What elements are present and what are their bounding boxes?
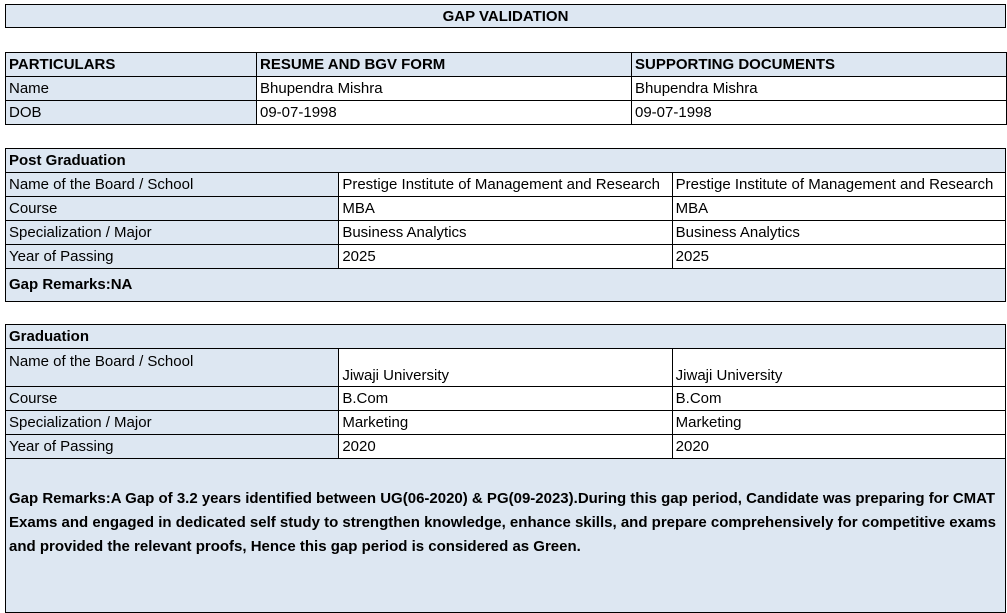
resume-value: Jiwaji University xyxy=(339,349,672,387)
gap-remarks: Gap Remarks:A Gap of 3.2 years identified between UG(06-2020) & PG(09-2023).During this gap period, Candidate was preparing for CMAT Exams and engaged in dedicated self study to strengthen knowledge, enhance skills, and prepare comprehensively for competitive exams and provided the relevant proofs, Hence this gap period is considered as Green. xyxy=(6,459,1006,613)
header-particulars: PARTICULARS xyxy=(6,53,257,77)
docs-value: Marketing xyxy=(672,411,1005,435)
table-row xyxy=(6,435,1006,459)
section-heading-row xyxy=(6,149,1006,173)
table-row xyxy=(6,77,1007,101)
header-docs: SUPPORTING DOCUMENTS xyxy=(632,53,1007,77)
resume-value: MBA xyxy=(339,197,672,221)
personal-table xyxy=(5,52,1007,125)
docs-value: 2020 xyxy=(672,435,1005,459)
docs-value: 09-07-1998 xyxy=(632,101,1007,125)
table-row xyxy=(6,173,1006,197)
resume-value: Prestige Institute of Management and Research xyxy=(339,173,672,197)
resume-value: Business Analytics xyxy=(339,221,672,245)
post-graduation-table xyxy=(5,148,1006,302)
row-label: Course xyxy=(6,197,339,221)
table-row xyxy=(6,387,1006,411)
row-label: Year of Passing xyxy=(6,245,339,269)
row-label: Course xyxy=(6,387,339,411)
graduation-table xyxy=(5,324,1006,613)
table-row xyxy=(6,245,1006,269)
row-label: Year of Passing xyxy=(6,435,339,459)
resume-value: Marketing xyxy=(339,411,672,435)
docs-value: Business Analytics xyxy=(672,221,1005,245)
resume-value: 2025 xyxy=(339,245,672,269)
table-row xyxy=(6,101,1007,125)
resume-value: 09-07-1998 xyxy=(257,101,632,125)
page-title: GAP VALIDATION xyxy=(5,4,1006,28)
docs-value: Jiwaji University xyxy=(672,349,1005,387)
row-label: Specialization / Major xyxy=(6,411,339,435)
table-row xyxy=(6,221,1006,245)
header-row xyxy=(6,53,1007,77)
docs-value: 2025 xyxy=(672,245,1005,269)
section-heading-row xyxy=(6,325,1006,349)
docs-value: MBA xyxy=(672,197,1005,221)
remarks-row xyxy=(6,269,1006,302)
table-row xyxy=(6,411,1006,435)
row-label: Specialization / Major xyxy=(6,221,339,245)
resume-value: 2020 xyxy=(339,435,672,459)
header-resume: RESUME AND BGV FORM xyxy=(257,53,632,77)
docs-value: Prestige Institute of Management and Research xyxy=(672,173,1005,197)
resume-value: Bhupendra Mishra xyxy=(257,77,632,101)
table-row xyxy=(6,197,1006,221)
gap-remarks: Gap Remarks:NA xyxy=(6,269,1006,302)
row-label: Name of the Board / School xyxy=(6,349,339,387)
row-label: Name of the Board / School xyxy=(6,173,339,197)
row-label: DOB xyxy=(6,101,257,125)
docs-value: Bhupendra Mishra xyxy=(632,77,1007,101)
row-label: Name xyxy=(6,77,257,101)
remarks-row xyxy=(6,459,1006,613)
docs-value: B.Com xyxy=(672,387,1005,411)
table-row xyxy=(6,349,1006,387)
section-heading: Post Graduation xyxy=(6,149,1006,173)
section-heading: Graduation xyxy=(6,325,1006,349)
resume-value: B.Com xyxy=(339,387,672,411)
